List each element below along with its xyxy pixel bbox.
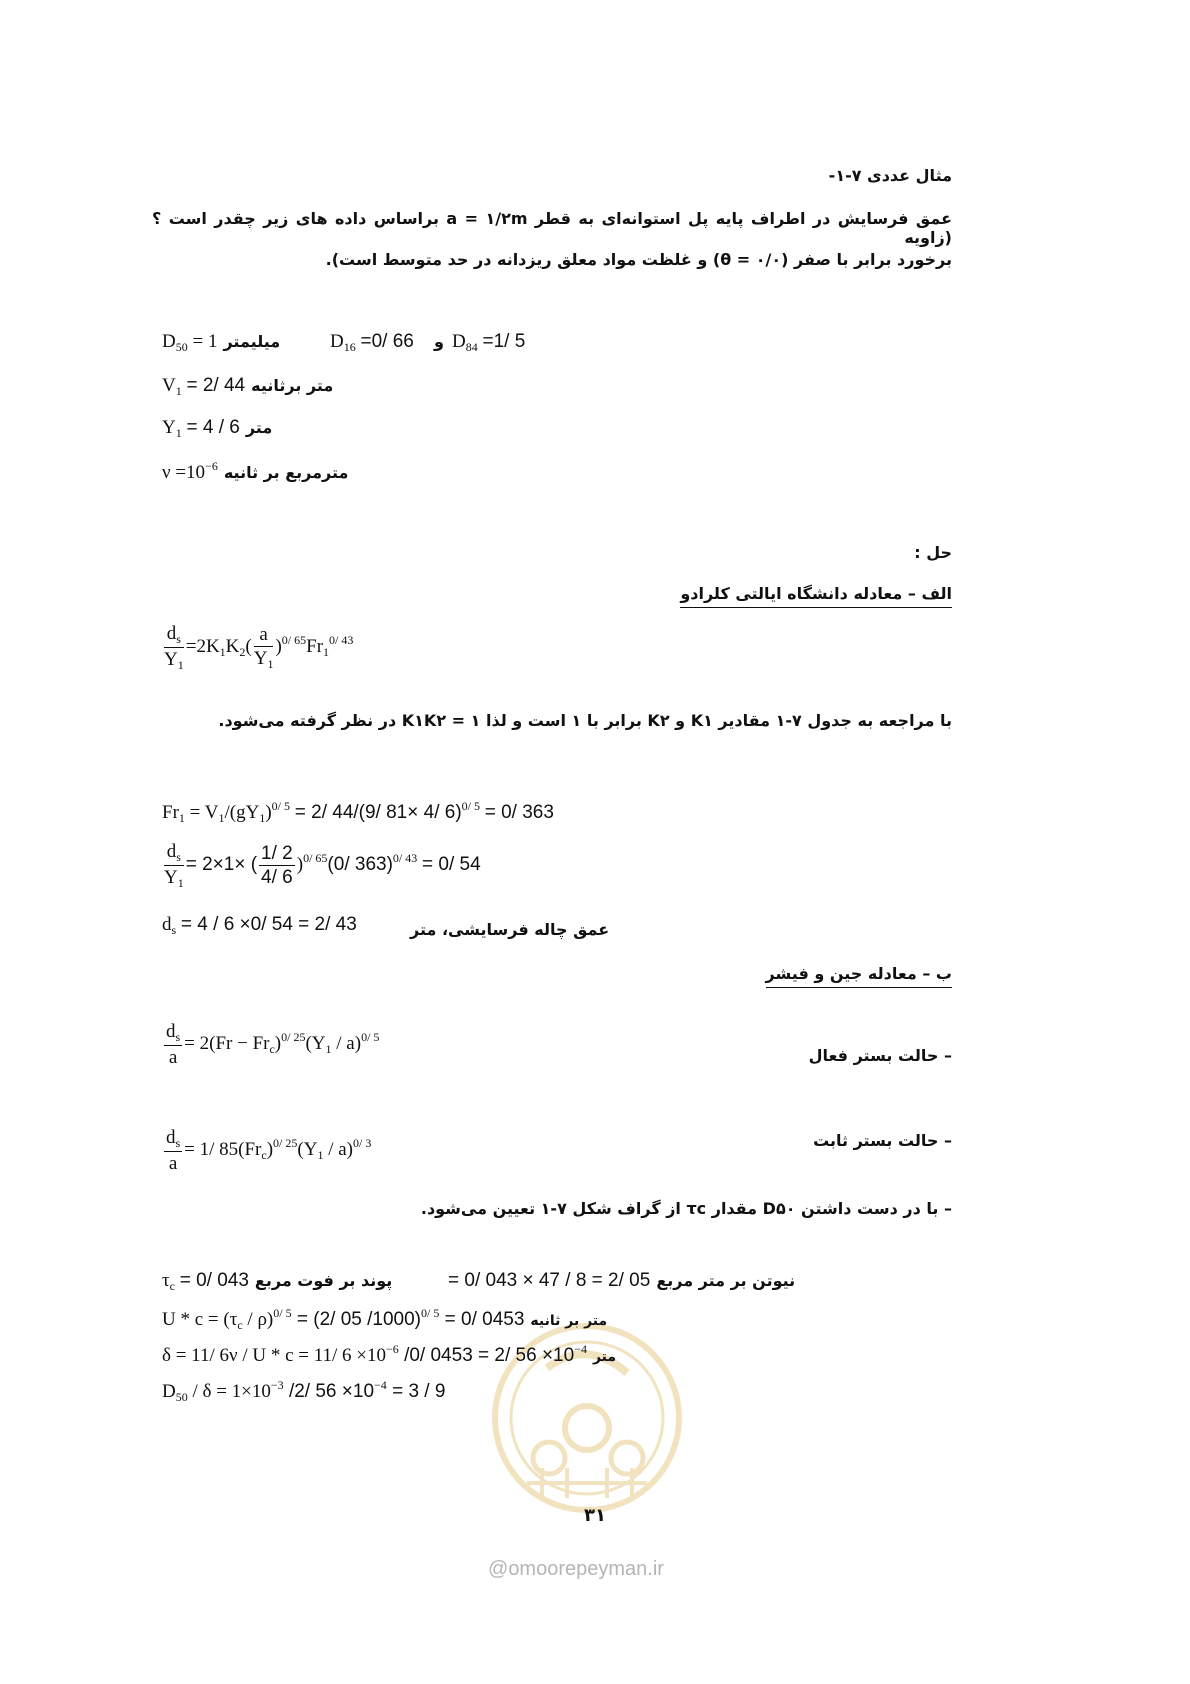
equation-ds-result: $d_s = 4 / 6 \times 0/$ 54 = 2/ 43 [162,914,357,937]
part-b-title: ب – معادله جین و فیشر [766,964,952,988]
tau-note: – با در دست داشتن D۵۰ مقدار τc از گراف شکل ۷-۱ تعیین می‌شود. [420,1199,952,1218]
given-d50: $D_{50} = 1$ میلیمتر [162,331,281,354]
equation-tau-c: $\tau_c = 0/$ 043 پوند بر فوت مربع [162,1270,393,1293]
equation-ds-ratio: $\frac{d_s}{Y_1}$ = 2×1× ( $\frac{1/ 2}{4/ 6}$ )$^{0/ 65}$(0/ 363)$^{0/ 43}$ = 0/ 54 [164,841,481,890]
example-question-line1: عمق فرسایش در اطراف پایه پل استوانه‌ای به قطر a = ۱/۲m براساس داده های زیر چقدر است ؟ (زاویه [152,209,953,247]
k-factors-note: با مراجعه به جدول ۷-۱ مقادیر K۱ و K۲ برابر با ۱ است و لذا ۱ = K۱K۲ در نظر گرفته می‌شود. [218,711,952,730]
example-heading: مثال عددی ۷-۱- [828,166,952,185]
live-bed-label: – حالت بستر فعال [808,1046,952,1065]
given-and-word: و [434,332,444,351]
footer-watermark-url: @omoorepeyman.ir [488,1558,664,1580]
part-a-title: الف – معادله دانشگاه ایالتی کلرادو [680,584,952,608]
page-number: ۳۱ [584,1505,606,1526]
given-d16: $D_{16} =0/$ 66 [330,331,414,354]
given-viscosity: $\nu =10^{-6}$ مترمربع بر ثانیه [162,459,349,483]
equation-shear-velocity: $U * c = (\tau_c / \rho)^{0/ 5} = (2/$ 05 /1000)$^{0/ 5}$ = 0/ 0453 متر بر ثانیه [162,1306,608,1332]
clear-bed-label: – حالت بستر ثابت [813,1131,952,1150]
equation-live-bed: $\frac{d_s}{a}$ = $2(Fr - Fr_c)^{0/ 25}(Y_1 / a)^{0/ 5}$ [166,1021,380,1068]
scour-depth-unit: عمق چاله فرسایشی، متر [410,920,610,939]
equation-delta: δ = 11/ 6ν / U * c = 11/ $6 \times 10^{-6}$ /0/ 0453 = 2/ $56 \times 10^{-4}$ متر [162,1342,617,1366]
equation-tau-conversion: = 0/ 043 × 47 / 8 = 2/ 05 نیوتن بر متر مربع [448,1270,796,1291]
at-icon: @ [488,1558,509,1580]
equation-clear-water: $\frac{d_s}{a}$ = 1/ $85(Fr_c)^{0/ 25}(Y_1 / a)^{0/ 3}$ [166,1127,372,1174]
given-y1: $Y_1 = 4 / 6$ متر [162,417,273,440]
equation-d50-delta-ratio: $D_{50} / \delta = 1\times 10^{-3}$ /2/ $56 \times 10^{-4} = 3 / 9$ [162,1378,446,1404]
given-d84: $D_{84} =1/$ 5 [452,331,526,354]
equation-csu: $\frac{d_s}{Y_1}$ $=2K_1K_2$( $\frac{a}{Y_1}$ )$^{0/ 65}Fr_1^{0/ 43}$ [164,623,354,672]
solution-label: حل : [914,543,952,562]
given-v1: $V_1 = 2/$ 44 متر برثانیه [162,375,334,398]
equation-froude: $Fr_1 = V_1/(gY_1)^{0/ 5} = 2/$ 44/(9/ 81× 4/ 6)$^{0/ 5}$ = 0/ 363 [162,799,554,825]
example-question-line2: برخورد برابر با صفر (θ = ۰/۰) و غلظت مواد معلق ریزدانه در حد متوسط است). [325,250,952,269]
